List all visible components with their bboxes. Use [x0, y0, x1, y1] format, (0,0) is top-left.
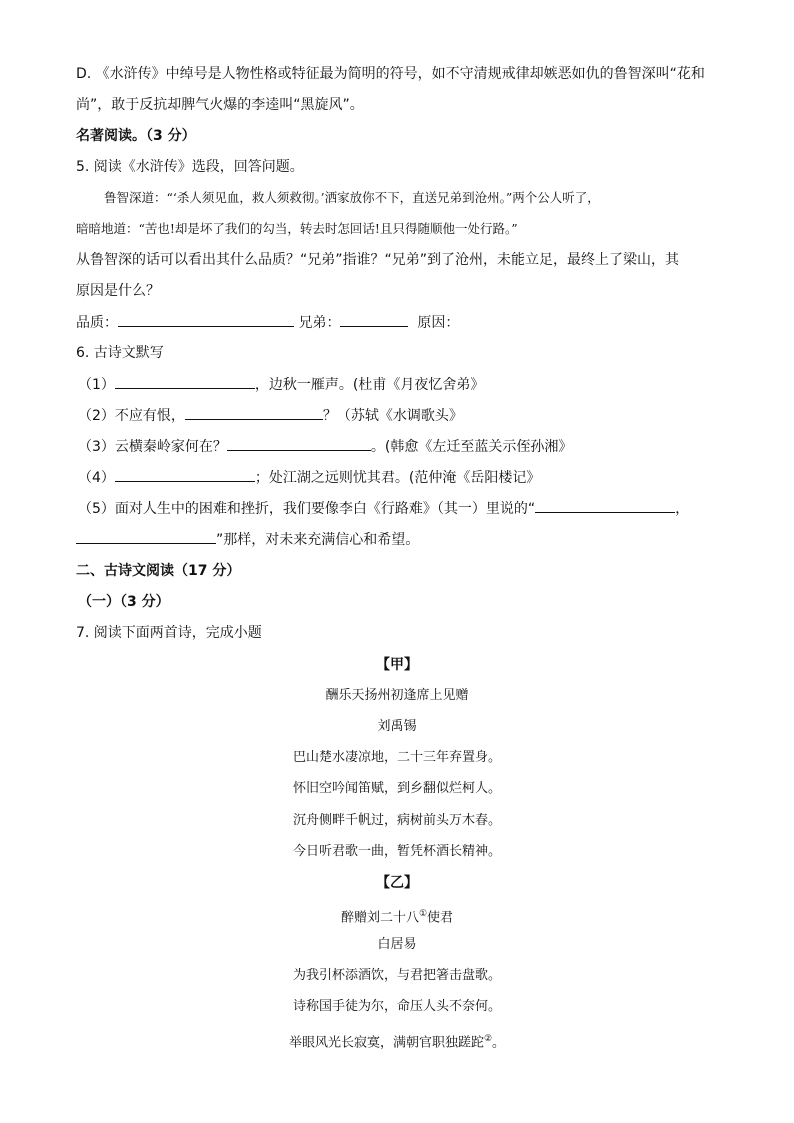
q6-item4-blank[interactable] — [115, 467, 255, 482]
poem-jia-marker: 【甲】 — [376, 657, 418, 673]
q6-item1 — [78, 374, 738, 395]
item-text: 。(韩愈《左迁至蓝关示侄孙湘》 — [370, 439, 573, 455]
poem-yi-title — [0, 904, 794, 928]
poem-jia-author: 刘禹锡 — [377, 719, 417, 734]
item-text: ；处江湖之远则忧其君。(范仲淹《岳阳楼记》 — [254, 470, 541, 486]
item-text: ？（苏轼《水调歌头》 — [322, 408, 463, 424]
title-text: 醉赠刘二十八 — [340, 910, 419, 926]
poem-yi-line: 诗称国手徒为尔，命压人头不奈何。 — [292, 999, 501, 1014]
poem-yi-line: 为我引杯添酒饮，与君把箸击盘歌。 — [292, 968, 501, 983]
q6-item5-line2 — [76, 529, 736, 550]
item-text: ”那样，对未来充满信心和希望。 — [216, 532, 420, 548]
item-number: （4） — [78, 470, 115, 486]
q5-quote-line2: 暗暗地道：“苦也!却是坏了我们的勾当，转去时怎回话!且只得随顺他一处行路。” — [76, 221, 518, 236]
item-number: （1） — [78, 377, 115, 393]
line-text: 举眼风光长寂寞，满朝官职独蹉跎 — [288, 1035, 484, 1051]
footnote-marker: ② — [483, 1034, 493, 1044]
q5-quote-line1: 鲁智深道：“‘杀人须见血，救人须救彻。’洒家放你不下，直送兄弟到沧州。”两个公人听了， — [104, 190, 600, 205]
item-text: （3）云横秦岭家何在？ — [78, 439, 227, 455]
poem-jia-line: 今日听君歌一曲，暂凭杯酒长精神。 — [292, 844, 501, 859]
section-heading-2: 二、古诗文阅读（17 分） — [76, 563, 241, 579]
q7-prompt: 7. 阅读下面两首诗，完成小题 — [76, 625, 262, 641]
poem-jia-title: 酬乐天扬州初逢席上见赠 — [325, 688, 469, 703]
q6-item2 — [78, 405, 738, 426]
poem-yi-line3 — [0, 1029, 794, 1053]
option-d-line2: 尚”，敢于反抗却脾气火爆的李逵叫“黑旋风”。 — [76, 97, 364, 113]
reason-label: 原因： — [417, 315, 460, 331]
q6-item5-line1 — [78, 498, 738, 519]
brother-label: 兄弟： — [298, 315, 341, 331]
poem-yi-marker: 【乙】 — [376, 875, 418, 891]
item-text: （5）面对人生中的困难和挫折，我们要像李白《行路难》（其一）里说的“ — [78, 501, 536, 517]
footnote-marker: ① — [418, 909, 428, 919]
item-text: ， — [675, 501, 690, 517]
q6-item1-blank[interactable] — [115, 374, 255, 389]
q6-item3 — [78, 436, 738, 457]
line-text: 。 — [492, 1035, 506, 1051]
quality-label: 品质： — [76, 315, 118, 331]
q6-item2-blank[interactable] — [185, 405, 323, 420]
item-text: （2）不应有恨， — [78, 408, 185, 424]
q6-prompt: 6. 古诗文默写 — [76, 345, 164, 361]
poem-jia-line: 巴山楚水凄凉地，二十三年弃置身。 — [292, 750, 501, 765]
q5-question-line2: 原因是什么？ — [76, 283, 160, 299]
q6-item5-blank-b[interactable] — [76, 529, 216, 544]
brother-blank[interactable] — [340, 312, 408, 327]
q5-answer-row — [76, 312, 736, 333]
poem-jia-line: 沉舟侧畔千帆过，病树前头万木春。 — [292, 813, 501, 828]
title-text: 使君 — [427, 910, 454, 926]
q6-item5-blank-a[interactable] — [535, 498, 675, 513]
q6-item3-blank[interactable] — [227, 436, 371, 451]
sub-heading-1: （一）（3 分） — [78, 594, 170, 610]
section-heading-mingzhu: 名著阅读。（3 分） — [76, 128, 196, 144]
poem-yi-author: 白居易 — [377, 937, 417, 952]
option-d-line1: D. 《水浒传》中绰号是人物性格或特征最为简明的符号，如不守清规戒律却嫉恶如仇的鲁智深叫“花和 — [76, 66, 705, 82]
q5-question-line1: 从鲁智深的话可以看出其什么品质？“兄弟”指谁？“兄弟”到了沧州，未能立足，最终上了梁山，其 — [76, 252, 680, 268]
q6-item4 — [78, 467, 738, 488]
q5-prompt: 5. 阅读《水浒传》选段，回答问题。 — [76, 159, 304, 175]
poem-jia-line: 怀旧空吟闻笛赋，到乡翻似烂柯人。 — [292, 781, 501, 796]
quality-blank[interactable] — [118, 312, 294, 327]
item-text: ，边秋一雁声。(杜甫《月夜忆舍弟》 — [254, 377, 485, 393]
